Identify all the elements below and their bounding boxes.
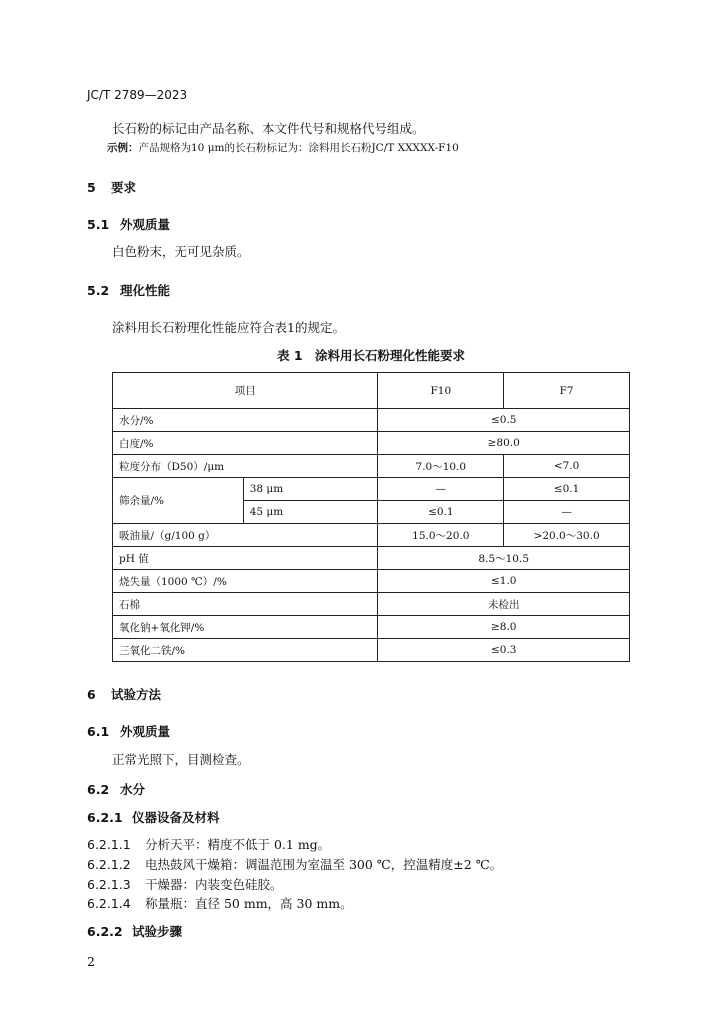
section-5-heading xyxy=(87,178,136,196)
section-5-2-text: 涂料用长石粉理化性能应符合表1的规定。 xyxy=(112,320,345,335)
section-5-1-heading xyxy=(87,215,170,233)
section-6-heading xyxy=(87,685,161,703)
sieve-size: 38 μm xyxy=(243,478,378,501)
example-line xyxy=(107,140,459,155)
row-label: 氧化钠+氧化钾/% xyxy=(113,616,378,639)
table-row xyxy=(113,570,630,593)
table-header-row xyxy=(113,373,630,409)
row-value-f10: ≤0.1 xyxy=(378,501,504,524)
header-f7: F7 xyxy=(504,373,630,409)
row-value-f7: <7.0 xyxy=(504,455,630,478)
item-text: 称量瓶：直径 50 mm，高 30 mm。 xyxy=(145,896,353,911)
row-value: 未检出 xyxy=(378,593,630,616)
row-value-f10: 7.0～10.0 xyxy=(378,455,504,478)
section-number: 6.2.2 xyxy=(87,924,123,939)
section-number: 6.1 xyxy=(87,724,110,739)
item-number: 6.2.1.1 xyxy=(87,837,131,852)
list-item xyxy=(87,875,283,893)
section-6-2-1-heading xyxy=(87,808,220,826)
section-5-2-heading xyxy=(87,281,170,299)
section-number: 6.2 xyxy=(87,782,110,797)
section-number: 6.2.1 xyxy=(87,810,123,825)
row-label: 筛余量/% xyxy=(113,478,244,524)
row-value-f10: 15.0～20.0 xyxy=(378,524,504,547)
section-title: 要求 xyxy=(111,180,137,195)
row-label: 白度/% xyxy=(113,432,378,455)
row-label: 水分/% xyxy=(113,409,378,432)
row-value-f7: >20.0～30.0 xyxy=(504,524,630,547)
section-title: 外观质量 xyxy=(120,217,171,232)
section-6-2-heading xyxy=(87,780,145,798)
list-item xyxy=(87,894,353,912)
table-row xyxy=(113,616,630,639)
section-title: 理化性能 xyxy=(120,283,171,298)
row-value: ≤0.3 xyxy=(378,639,630,662)
section-number: 5 xyxy=(87,180,96,195)
row-value: ≤0.5 xyxy=(378,409,630,432)
item-number: 6.2.1.2 xyxy=(87,857,131,872)
row-value-f7: — xyxy=(504,501,630,524)
section-title: 外观质量 xyxy=(120,724,171,739)
section-number: 5.2 xyxy=(87,283,110,298)
header-item: 项目 xyxy=(113,373,378,409)
properties-table xyxy=(112,372,630,662)
table-caption: 表 1 涂料用长石粉理化性能要求 xyxy=(276,348,466,363)
example-label: 示例： xyxy=(107,142,139,154)
item-text: 电热鼓风干燥箱：调温范围为室温至 300 ℃，控温精度±2 ℃。 xyxy=(145,857,503,872)
table-row xyxy=(113,639,630,662)
section-title: 仪器设备及材料 xyxy=(132,810,220,825)
list-item xyxy=(87,835,330,853)
table-row xyxy=(113,409,630,432)
row-value: ≥80.0 xyxy=(378,432,630,455)
table-row xyxy=(113,593,630,616)
document-code: JC/T 2789—2023 xyxy=(87,88,188,102)
section-title: 水分 xyxy=(120,782,146,797)
row-value: ≥8.0 xyxy=(378,616,630,639)
section-6-1-heading xyxy=(87,722,170,740)
section-6-2-2-heading xyxy=(87,922,182,940)
row-label: 三氧化二铁/% xyxy=(113,639,378,662)
sieve-size: 45 μm xyxy=(243,501,378,524)
section-number: 5.1 xyxy=(87,217,110,232)
example-text: 产品规格为10 μm的长石粉标记为：涂料用长石粉JC/T XXXXX-F10 xyxy=(138,142,459,154)
table-row xyxy=(113,432,630,455)
table-row xyxy=(113,524,630,547)
row-label: 烧失量（1000 ℃）/% xyxy=(113,570,378,593)
section-title: 试验方法 xyxy=(111,687,162,702)
section-title: 试验步骤 xyxy=(132,924,183,939)
table-row xyxy=(113,547,630,570)
item-number: 6.2.1.4 xyxy=(87,896,131,911)
row-value: ≤1.0 xyxy=(378,570,630,593)
header-f10: F10 xyxy=(378,373,504,409)
row-label: pH 值 xyxy=(113,547,378,570)
item-text: 干燥器：内装变色硅胶。 xyxy=(145,877,283,892)
row-label: 石棉 xyxy=(113,593,378,616)
row-value-f10: — xyxy=(378,478,504,501)
row-label: 粒度分布（D50）/μm xyxy=(113,455,378,478)
section-5-1-text: 白色粉末，无可见杂质。 xyxy=(112,244,250,259)
row-value-f7: ≤0.1 xyxy=(504,478,630,501)
list-item xyxy=(87,855,502,873)
row-label: 吸油量/（g/100 g） xyxy=(113,524,378,547)
row-value: 8.5～10.5 xyxy=(378,547,630,570)
intro-paragraph: 长石粉的标记由产品名称、本文件代号和规格代号组成。 xyxy=(112,121,425,136)
section-6-1-text: 正常光照下，目测检查。 xyxy=(112,752,250,767)
table-row xyxy=(113,478,630,501)
table-row xyxy=(113,455,630,478)
page-number: 2 xyxy=(87,954,95,969)
item-text: 分析天平：精度不低于 0.1 mg。 xyxy=(145,837,331,852)
item-number: 6.2.1.3 xyxy=(87,877,131,892)
section-number: 6 xyxy=(87,687,96,702)
